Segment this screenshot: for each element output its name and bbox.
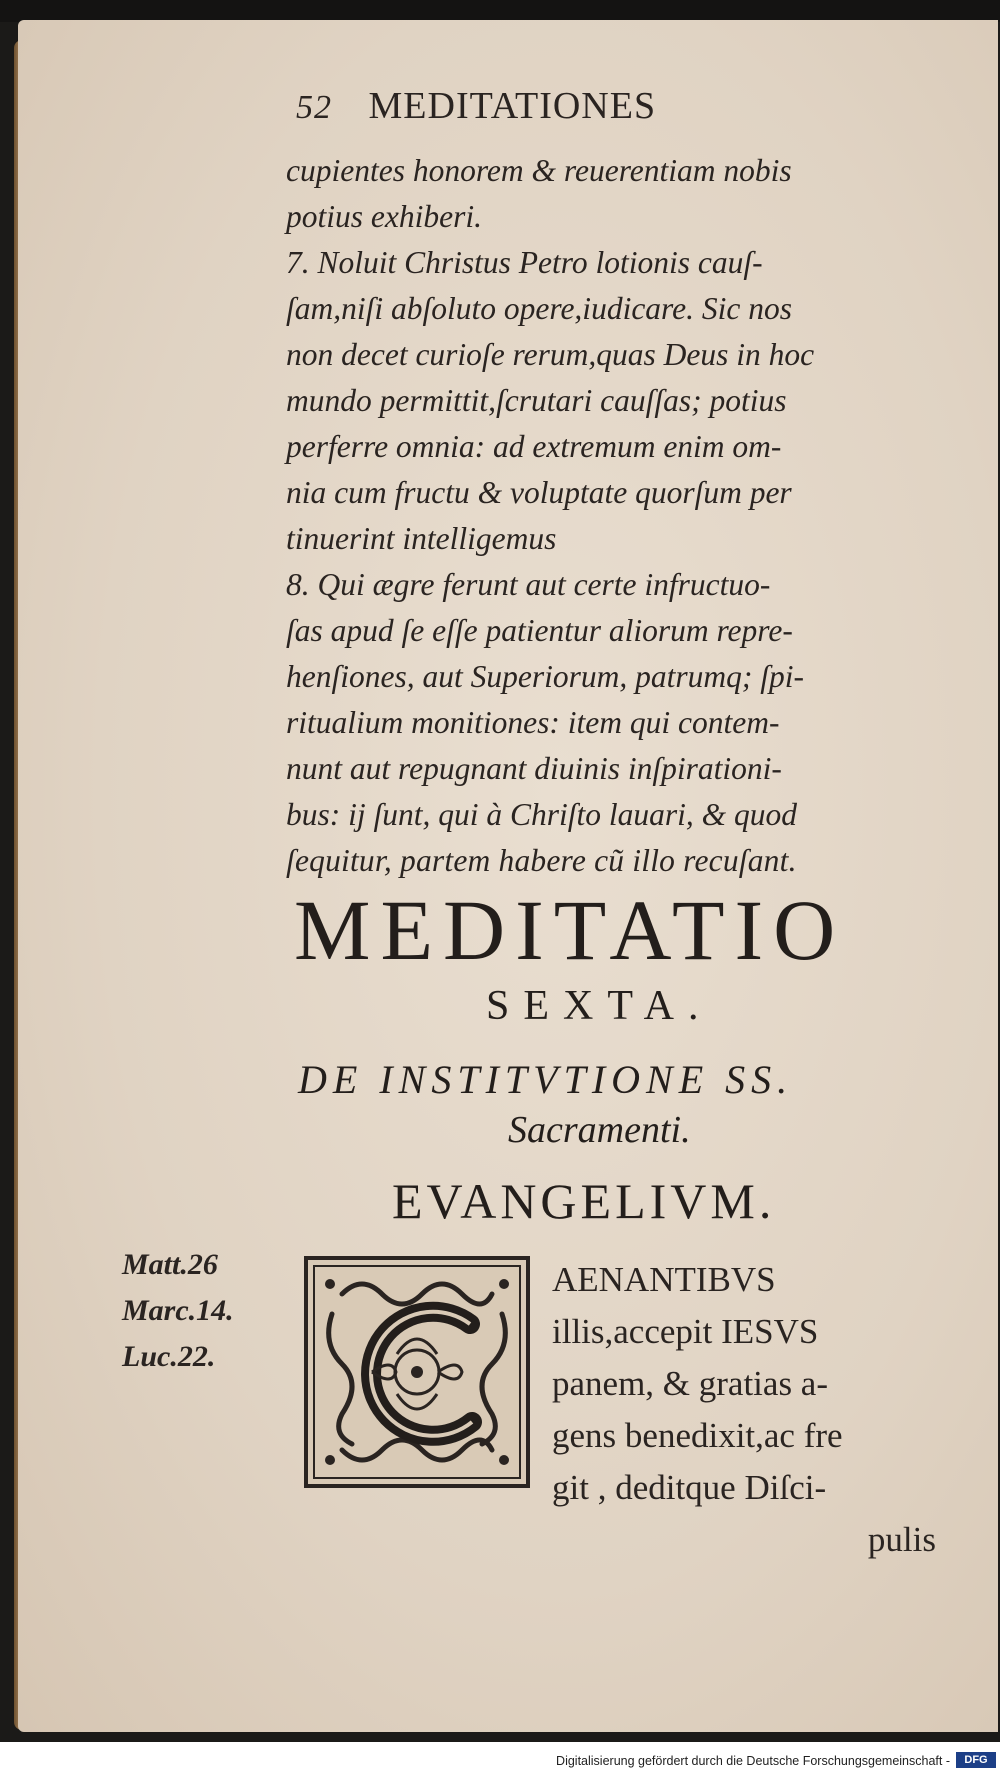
- gospel-line: AENANTIBVS: [552, 1260, 776, 1299]
- gospel-line: panem, & gratias a-: [552, 1364, 829, 1403]
- page-number: 52: [296, 89, 332, 126]
- text-line: nunt aut repugnant diuinis inſpirationi-: [286, 751, 782, 786]
- section-title-meditatio: MEDITATIO: [294, 882, 846, 978]
- running-header: [296, 84, 656, 128]
- gospel-line: pulis: [867, 1520, 936, 1559]
- text-line: ſequitur, partem habere cũ illo recuſant.: [286, 843, 797, 878]
- text-line: mundo permittit,ſcrutari cauſſas; potius: [286, 383, 787, 418]
- scan-top-border: [0, 0, 1000, 22]
- text-line: henſiones, aut Superiorum, patrumq; ſpi-: [286, 659, 804, 694]
- gospel-line: illis,accepit IESVS: [552, 1312, 819, 1351]
- margin-note: Luc.22.: [122, 1340, 216, 1373]
- running-title: MEDITATIONES: [368, 85, 657, 127]
- margin-note: Marc.14.: [122, 1294, 234, 1327]
- dfg-logo: DFG: [956, 1752, 996, 1768]
- text-line: 8. Qui ægre ferunt aut certe infructuo-: [286, 567, 771, 602]
- text-line: cupientes honorem & reuerentiam nobis: [286, 153, 792, 188]
- text-line: ritualium monitiones: item qui contem-: [286, 705, 780, 740]
- text-line: 7. Noluit Christus Petro lotionis cauſ-: [286, 245, 763, 280]
- section-subtitle: DE INSTITVTIONE SS.: [298, 1057, 794, 1102]
- section-title-sexta: SEXTA.: [486, 983, 713, 1029]
- text-line: ſas apud ſe eſſe patientur aliorum repre-: [286, 613, 793, 648]
- text-line: non decet curioſe rerum,quas Deus in hoc: [286, 337, 815, 372]
- section-subtitle-2: Sacramenti.: [508, 1109, 691, 1151]
- decorated-initial-c: [302, 1254, 532, 1490]
- digitization-credit: Digitalisierung gefördert durch die Deutsche Forschungsgemeinschaft -: [556, 1754, 950, 1768]
- evangelium-heading: EVANGELIVM.: [392, 1173, 776, 1229]
- text-line: perferre omnia: ad extremum enim om-: [286, 429, 782, 464]
- margin-references: [122, 1242, 234, 1380]
- meditation-text: [286, 148, 936, 884]
- margin-note: Matt.26: [122, 1248, 218, 1281]
- gospel-text: [552, 1254, 942, 1566]
- gospel-line: gens benedixit,ac fre: [552, 1416, 843, 1455]
- text-line: potius exhiberi.: [286, 199, 482, 234]
- text-line: nia cum fructu & voluptate quorſum per: [286, 475, 792, 510]
- text-line: ſam,niſi abſoluto opere,iudicare. Sic nos: [286, 291, 792, 326]
- text-line: bus: ij ſunt, qui à Chriſto lauari, & quod: [286, 797, 798, 832]
- gospel-line: git , deditque Diſci-: [552, 1468, 827, 1507]
- text-line: tinuerint intelligemus: [286, 521, 557, 556]
